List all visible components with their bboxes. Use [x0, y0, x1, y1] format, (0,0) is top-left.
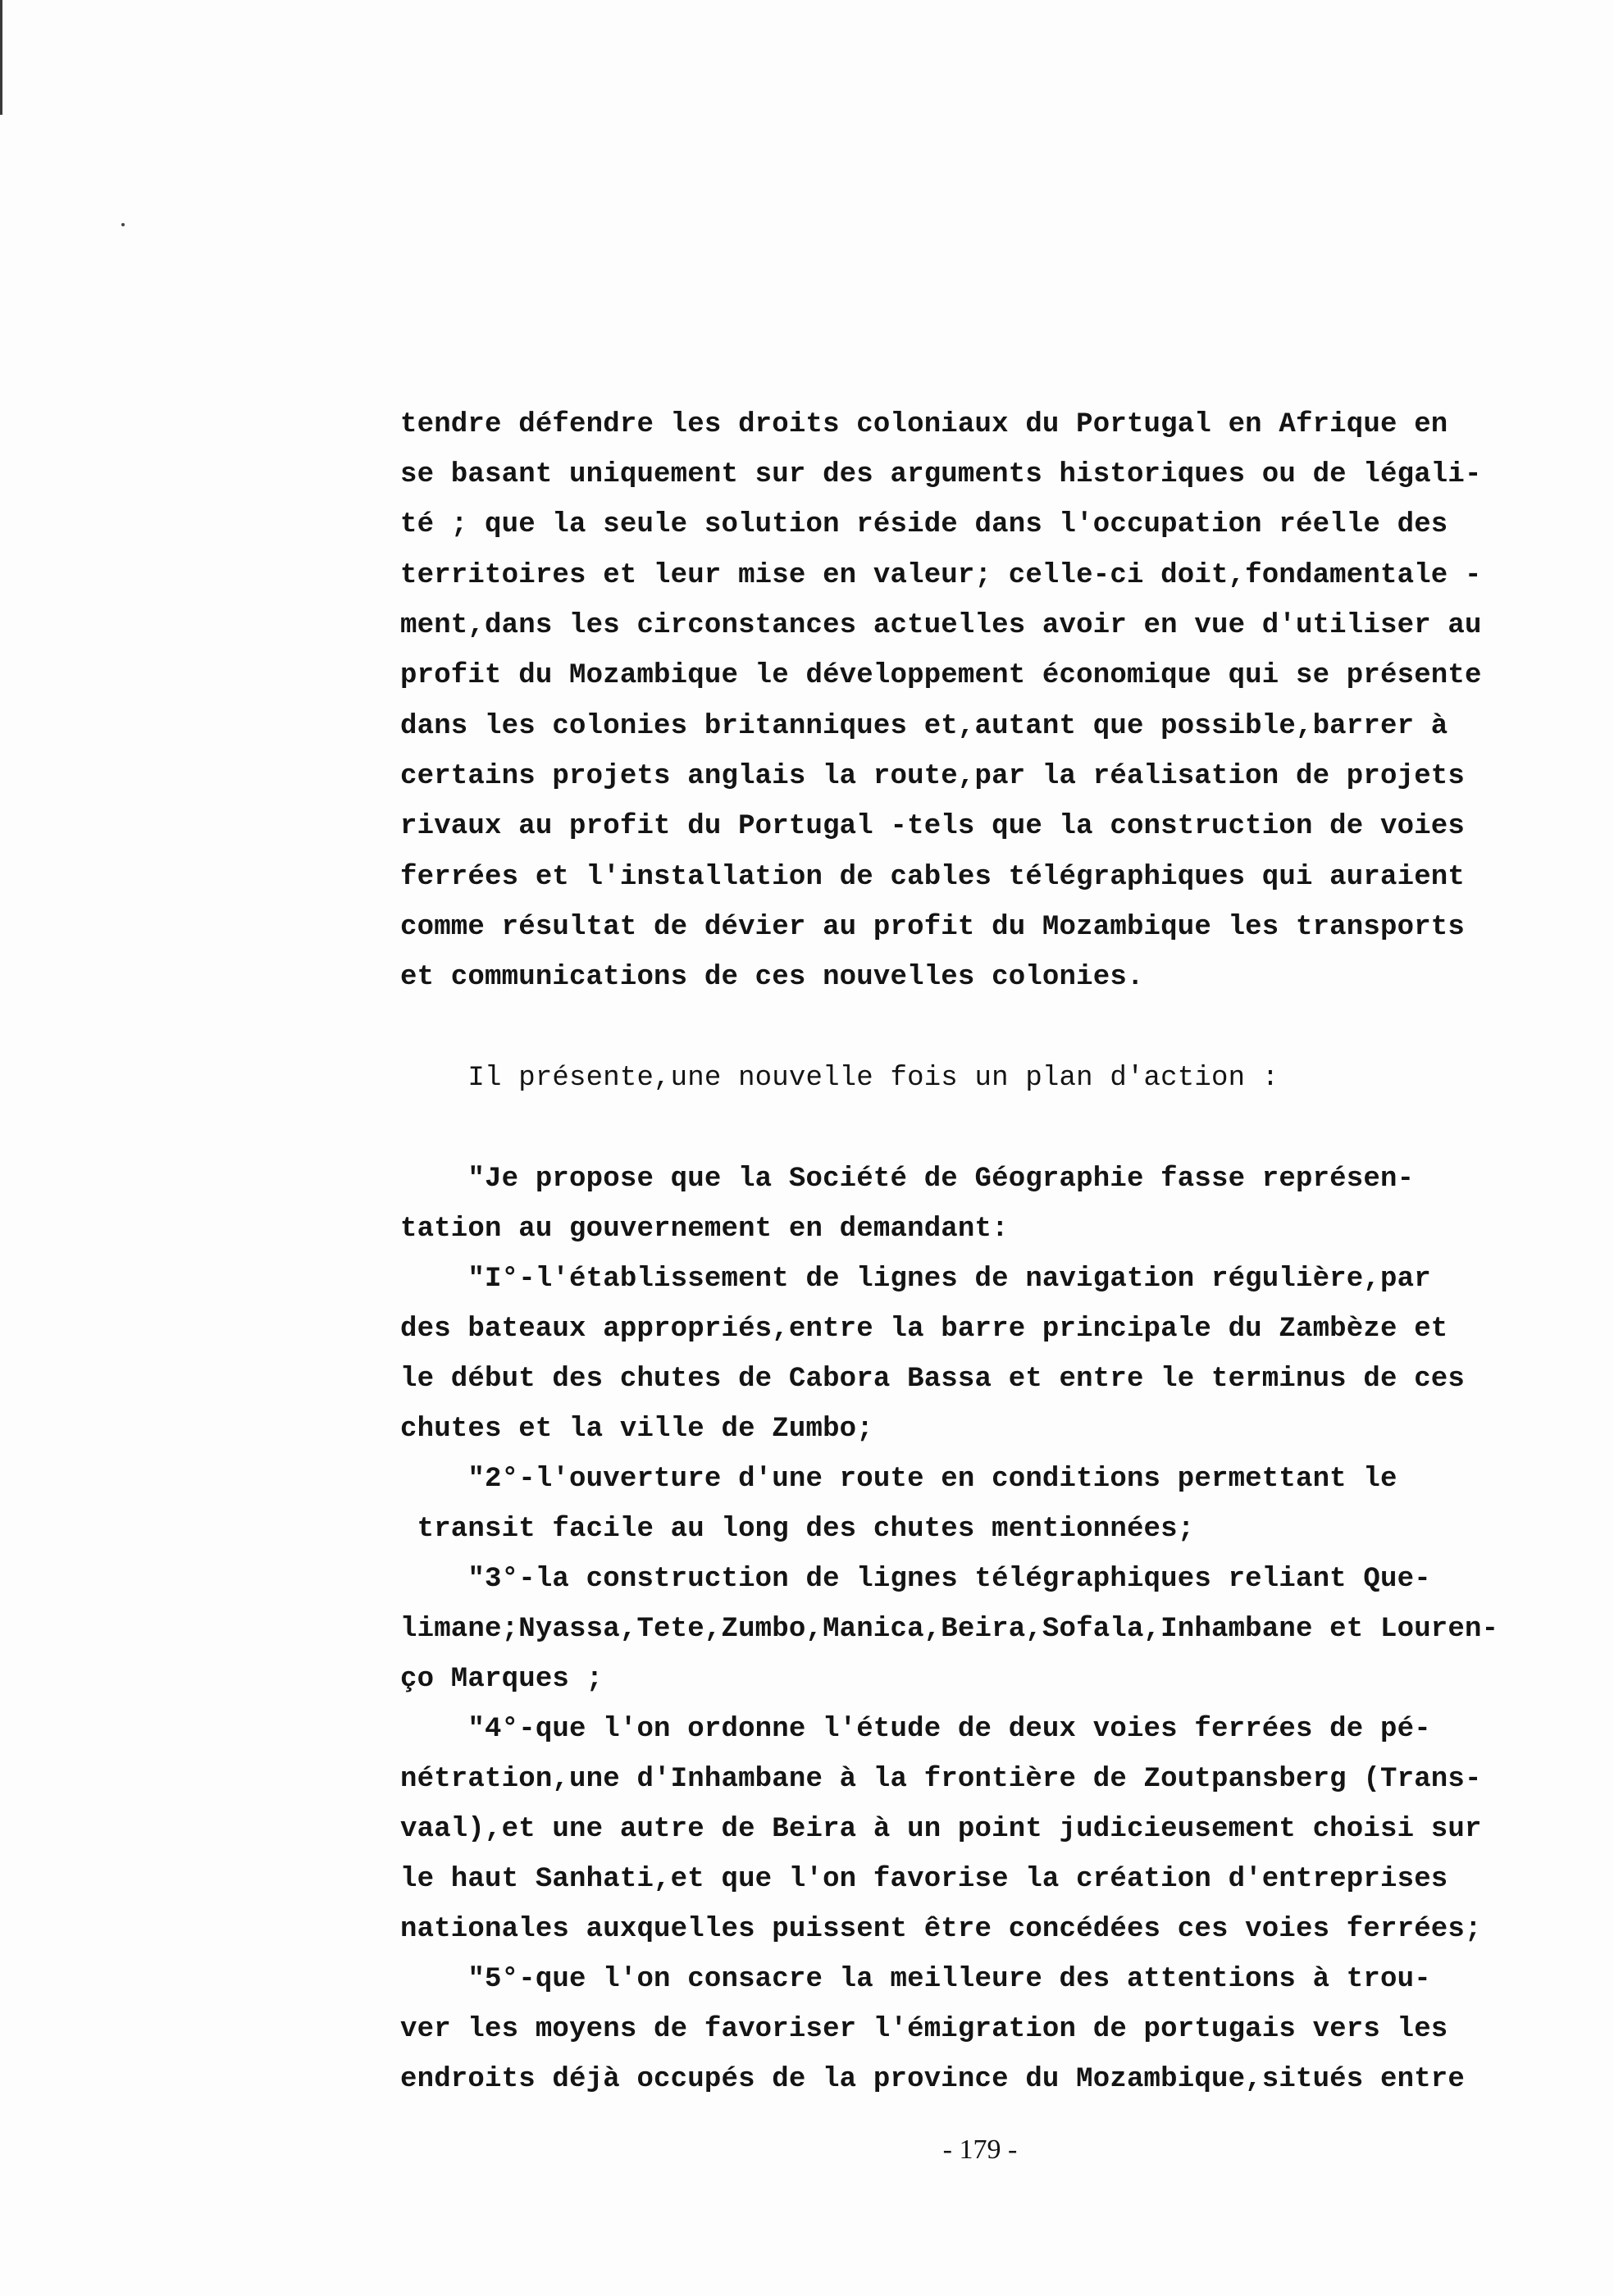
text-line: ço Marques ; — [400, 1664, 604, 1695]
text-line: ferrées et l'installation de cables télégraphiques qui auraient — [400, 862, 1466, 893]
text-line: ver les moyens de favoriser l'émigration de portugais vers les — [400, 2014, 1448, 2045]
text-line: limane;Nyassa,Tete,Zumbo,Manica,Beira,Sofala,Inhambane et Louren- — [400, 1614, 1499, 1645]
text-line: vaal),et une autre de Beira à un point judicieusement choisi sur — [400, 1814, 1482, 1845]
text-line: rivaux au profit du Portugal -tels que la construction de voies — [400, 811, 1466, 842]
text-line: "2°-l'ouverture d'une route en conditions permettant le — [400, 1464, 1397, 1495]
scan-speck — [121, 223, 125, 226]
text-line: "I°-l'établissement de lignes de navigation régulière,par — [400, 1264, 1431, 1295]
scan-edge-mark — [0, 0, 2, 115]
text-line: le haut Sanhati,et que l'on favorise la création d'entreprises — [400, 1864, 1448, 1895]
text-line: dans les colonies britanniques et,autant que possible,barrer à — [400, 711, 1448, 742]
text-line: "5°-que l'on consacre la meilleure des attentions à trou- — [400, 1964, 1431, 1995]
text-line: se basant uniquement sur des arguments historiques ou de légali- — [400, 459, 1482, 490]
text-line: tation au gouvernement en demandant: — [400, 1214, 1009, 1245]
text-line: "Je propose que la Société de Géographie fasse représen- — [400, 1164, 1415, 1195]
text-line: profit du Mozambique le développement économique qui se présente — [400, 660, 1482, 691]
text-line: "4°-que l'on ordonne l'étude de deux voies ferrées de pé- — [400, 1714, 1431, 1745]
text-line: tendre défendre les droits coloniaux du Portugal en Afrique en — [400, 409, 1448, 440]
page-number: - 179 - — [942, 2134, 1018, 2165]
text-line: comme résultat de dévier au profit du Mozambique les transports — [400, 912, 1466, 943]
text-line: le début des chutes de Cabora Bassa et entre le terminus de ces — [400, 1364, 1466, 1395]
text-line: nétration,une d'Inhambane à la frontière de Zoutpansberg (Trans- — [400, 1764, 1482, 1795]
text-line: "3°-la construction de lignes télégraphiques reliant Que- — [400, 1564, 1431, 1595]
text-line: transit facile au long des chutes mentionnées; — [400, 1514, 1195, 1545]
text-line: nationales auxquelles puissent être concédées ces voies ferrées; — [400, 1914, 1482, 1945]
text-line: ment,dans les circonstances actuelles avoir en vue d'utiliser au — [400, 610, 1482, 641]
text-line: certains projets anglais la route,par la réalisation de projets — [400, 761, 1466, 792]
text-line: chutes et la ville de Zumbo; — [400, 1414, 873, 1445]
text-line: et communications de ces nouvelles colonies. — [400, 962, 1144, 993]
text-line: Il présente,une nouvelle fois un plan d'action : — [400, 1063, 1279, 1094]
text-line: endroits déjà occupés de la province du Mozambique,situés entre — [400, 2064, 1466, 2095]
text-line: té ; que la seule solution réside dans l'occupation réelle des — [400, 509, 1448, 540]
text-line: des bateaux appropriés,entre la barre principale du Zambèze et — [400, 1314, 1448, 1345]
text-line: territoires et leur mise en valeur; celle-ci doit,fondamentale - — [400, 560, 1482, 591]
